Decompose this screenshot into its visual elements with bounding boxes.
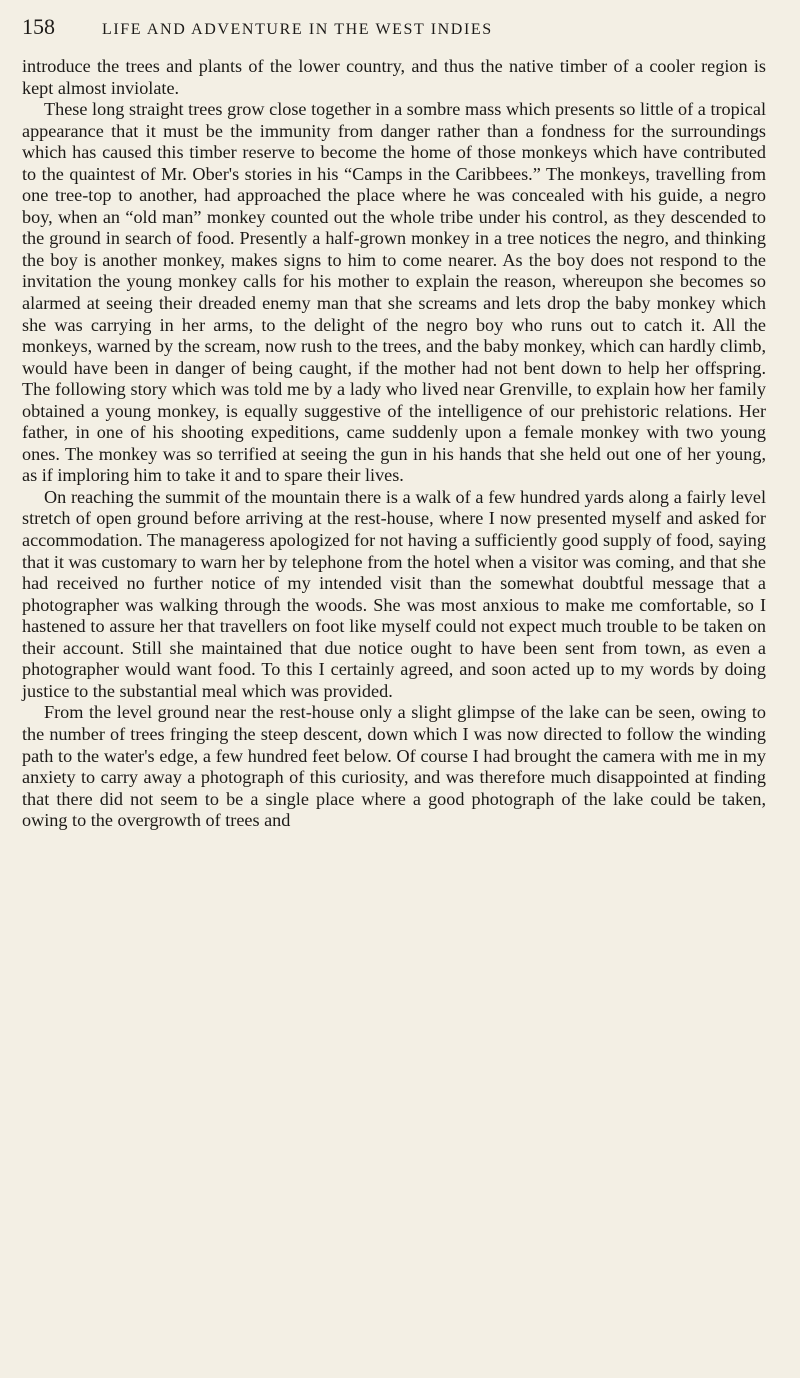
paragraph-3: On reaching the summit of the mountain there is a walk of a few hundred yards along a fairly level stretch of open ground before arriving at the rest-house, where I now presented myself and asked for accommodation. The manageress apologized for not having a sufficiently good supply of food, saying that it was customary to warn her by telephone from the hotel when a visitor was coming, and that she had received no further notice of my intended visit than the somewhat doubtful message that a photographer was walking through the woods. She was most anxious to make me comfortable, so I hastened to assure her that travellers on foot like myself could not expect much trouble to be taken on their account. Still she maintained that due notice ought to have been sent from town, as even a photographer would want food. To this I certainly agreed, and soon acted up to my words by doing justice to the substantial meal which was provided.: [22, 486, 766, 701]
running-head: LIFE AND ADVENTURE IN THE WEST INDIES: [102, 21, 493, 38]
page-number: 158: [22, 14, 55, 39]
paragraph-1: introduce the trees and plants of the lower country, and thus the native timber of a cooler region is kept almost inviolate.: [22, 56, 766, 98]
body-text: [22, 56, 766, 832]
paragraph-4: From the level ground near the rest-house only a slight glimpse of the lake can be seen, owing to the number of trees fringing the steep descent, down which I was now directed to follow the winding path to the water's edge, a few hundred feet below. Of course I had brought the camera with me in my anxiety to carry away a photograph of this curiosity, and was therefore much disappointed at finding that there did not seem to be a single place where a good photograph of the lake could be taken, owing to the overgrowth of trees and: [22, 702, 766, 831]
paragraph-2: These long straight trees grow close together in a sombre mass which presents so little of a tropical appearance that it must be the immunity from danger rather than a fondness for the surroundings which has caused this timber reserve to become the home of those monkeys which have contributed to the quaintest of Mr. Ober's stories in his “Camps in the Caribbees.” The monkeys, travelling from one tree-top to another, had approached the place where he was concealed with his guide, a negro boy, when an “old man” monkey counted out the whole tribe under his control, as they descended to the ground in search of food. Presently a half-grown monkey in a tree notices the negro, and thinking the boy is another monkey, makes signs to him to come nearer. As the boy does not respond to the invitation the young monkey calls for his mother to explain the reason, whereupon she becomes so alarmed at seeing their dreaded enemy man that she screams and lets drop the baby monkey which she was carrying in her arms, to the delight of the negro boy who runs out to catch it. All the monkeys, warned by the scream, now rush to the trees, and the baby monkey, which can hardly climb, would have been in danger of being caught, if the mother had not bent down to help her offspring. The following story which was told me by a lady who lived near Grenville, to explain how her family obtained a young monkey, is equally suggestive of the intelligence of our prehistoric relations. Her father, in one of his shooting expeditions, came suddenly upon a female monkey with two young ones. The monkey was so terrified at seeing the gun in his hands that she held out one of her young, as if imploring him to take it and to spare their lives.: [22, 99, 766, 486]
page-header: [22, 14, 766, 44]
book-page: [22, 14, 766, 832]
